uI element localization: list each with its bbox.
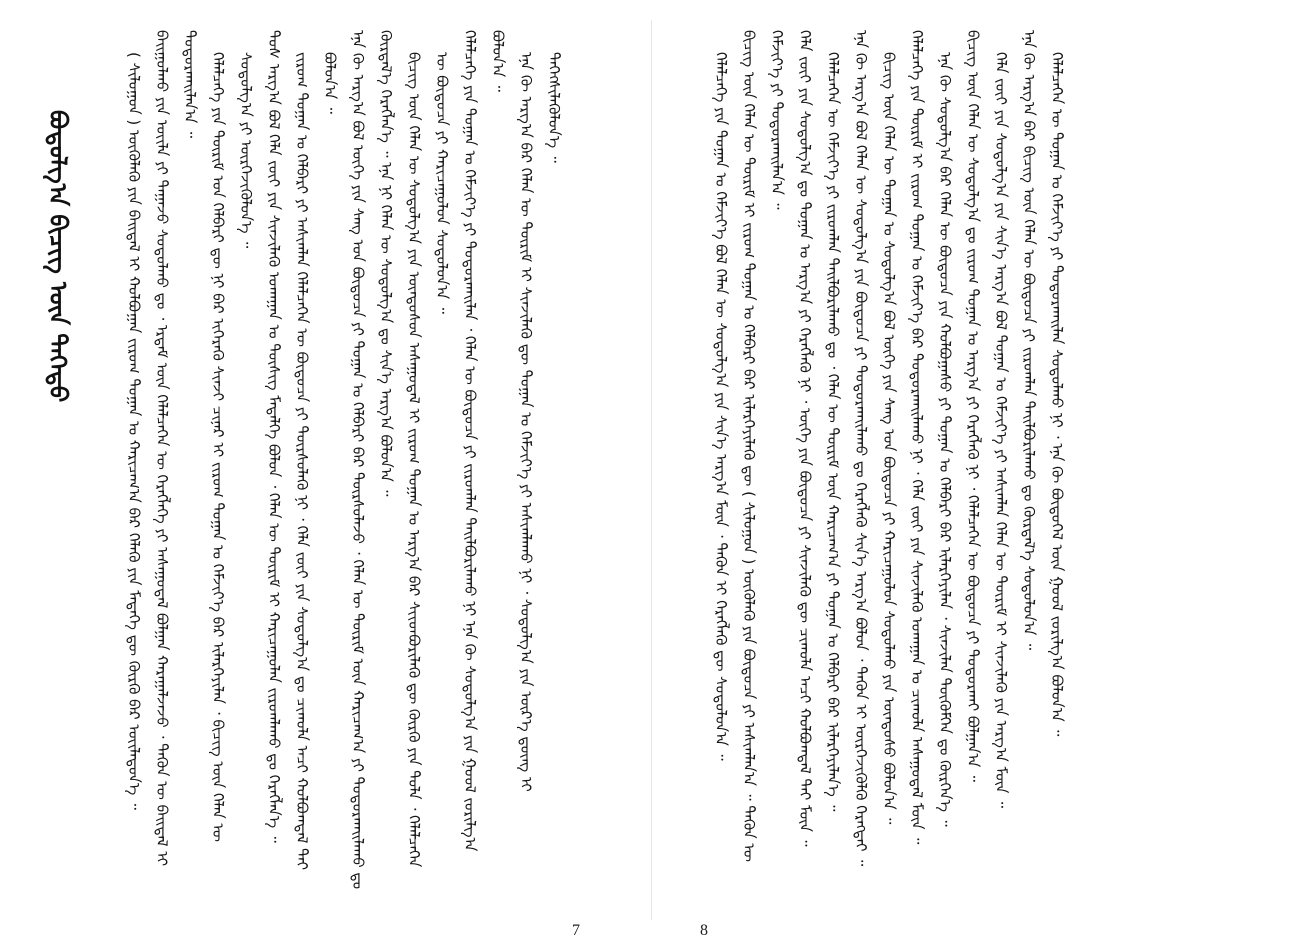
- page-number: 7: [572, 922, 580, 939]
- text-column: ᠬᠡᠯᠡᠯᠴᠡᠭᠡ ᠶᠢᠨ ᠲᠣᠭᠠᠨ ᠤ ᠬᠡᠮᠵᠢᠶ᠎ᠡ ᠪᠣᠯ ᠬᠡᠯᠡᠨ ᠦ ᠰᠤᠳᠤᠯᠭ᠎ᠠ ᠶᠢᠨ ᠰᠢᠨ᠎ᠡ ᠠᠷᠭ᠎ᠠ ᠮᠦᠨ ᠂ ᠲᠡᠭᠦᠨ ᠢ ᠬᠡᠷᠡᠭᠯᠡᠬᠦ ᠳᠦ ᠰᠤᠳᠤᠯᠤᠨ᠎ᠠ ᠃: [712, 52, 730, 761]
- text-column: ᠬᠡᠯᠡᠯᠴᠡᠭᠡᠨ ᠦ ᠬᠡᠮᠵᠢᠶ᠎ᠡ ᠶᠢ ᠵᠢᠷᠤᠭᠯᠠᠨ ᠲᠠᠢᠯᠪᠤᠷᠢᠯᠠᠬᠤ ᠳᠤ ᠂ ᠬᠡᠯᠡᠨ ᠦ ᠳᠦᠷᠢᠮ ᠦᠨ ᠬᠠᠷᠢᠴᠠᠭ᠎ᠠ ᠶᠢ ᠲᠣᠭᠠᠨ ᠤ ᠬᠡᠯᠪᠡᠷᠢ ᠪᠡᠷ ᠢᠯᠡᠷᠬᠡᠶᠢᠯᠡᠨ᠎ᠡ ᠃: [824, 52, 842, 812]
- text-column: ᠬᠡᠯᠡᠯᠴᠡᠭᠡᠨ ᠦ ᠲᠣᠭᠠᠨ ᠤ ᠬᠡᠮᠵᠢᠶ᠎ᠡ ᠶᠢ ᠲᠣᠳᠣᠷᠬᠠᠢᠯᠠᠨ ᠰᠣᠳᠤᠯᠬᠤ ᠨᠢ ᠂ ᠡᠨᠡ ᠬᠦ ᠪᠦᠲᠦᠭᠡᠯ ᠦᠨ ᠭᠣᠣᠯ ᠵᠣᠷᠢᠯᠭ᠎ᠠ ᠪᠣᠯᠤᠨ᠎ᠠ ᠃: [1048, 52, 1066, 737]
- left-page-body: [120, 30, 563, 890]
- text-column: ᠡᠨᠡ ᠬᠦ ᠠᠷᠭ᠎ᠠ ᠪᠡᠷ ᠬᠡᠯᠡᠨ ᠦ ᠳᠦᠷᠢᠮ ᠢ ᠰᠢᠨᠵᠢᠯᠡᠬᠦ ᠳᠦ ᠲᠣᠭᠠᠨ ᠤ ᠬᠡᠮᠵᠢᠶ᠎ᠡ ᠶᠢ ᠠᠰᠢᠭᠯᠠᠬᠤ ᠨᠢ ᠂ ᠰᠤᠳᠤᠯᠭ᠎ᠠ ᠶᠢᠨ ᠦᠷ᠎ᠡ ᠳ᠋ᠦᠩ ᠢ ᠳᠡᠭᠡᠭᠰᠢᠯᠡᠭᠦᠯᠦᠨ᠎ᠡ ᠃: [517, 52, 563, 792]
- text-column: ᠡᠨᠡ ᠬᠦ ᠰᠤᠳᠤᠯᠭ᠎ᠠ ᠪᠡᠷ ᠬᠡᠯᠡᠨ ᠦ ᠪᠦᠲᠦᠴᠡ ᠶᠢᠨ ᠬᠣᠯᠪᠣᠭᠠᠰᠤ ᠶᠢ ᠲᠣᠭᠠᠨ ᠤ ᠬᠡᠯᠪᠡᠷᠢ ᠪᠡᠷ ᠢᠯᠡᠷᠬᠡᠶᠢᠯᠡᠨ ᠂ ᠰᠢᠨᠵᠢᠯᠡᠨ ᠳᠦᠭᠦᠮᠬᠡᠨ ᠳᠤ ᠬᠦᠷᠭᠡᠨ᠎ᠡ ᠃: [936, 52, 954, 827]
- text-column: ᠪᠢᠴᠢᠭ ᠦᠨ ᠬᠡᠯᠡᠨ ᠦ ᠰᠤᠳᠤᠯᠭ᠎ᠠ ᠳᠤ ᠵᠢᠷᠤᠭ ᠲᠣᠭᠠᠨ ᠤ ᠠᠷᠭ᠎ᠠ ᠶᠢ ᠬᠡᠷᠡᠭᠯᠡᠬᠦ ᠨᠢ ᠂ ᠬᠡᠯᠡᠯᠴᠡᠭᠡᠨ ᠦ ᠪᠦᠲᠦᠴᠡ ᠶᠢ ᠲᠣᠳᠣᠷᠬᠠᠢ ᠪᠣᠯᠭᠠᠨ᠎ᠠ ᠃: [964, 30, 982, 782]
- text-column: ᠬᠡᠯᠡ ᠵᠦᠢ ᠶᠢᠨ ᠰᠤᠳᠤᠯᠭ᠎ᠠ ᠳᠤ ᠲᠣᠭᠠᠨ ᠤ ᠠᠷᠭ᠎ᠠ ᠶᠢ ᠬᠡᠷᠡᠭᠯᠡᠬᠦ ᠨᠢ ᠂ ᠦᠭᠡ ᠶᠢᠨ ᠪᠦᠲᠦᠴᠡ ᠶᠢ ᠰᠢᠨᠵᠢᠯᠡᠬᠦ ᠳᠦ ᠴᠢᠬᠤᠯᠠ ᠠᠴᠢ ᠬᠣᠯᠪᠣᠭᠳᠠᠯ ᠲᠠᠢ ᠮᠦᠨ ᠃: [796, 30, 814, 847]
- text-column: ᠬᠡᠯᠡᠯᠴᠡᠭᠡ ᠶᠢᠨ ᠳᠦᠷᠢᠮ ᠢ ᠵᠢᠷᠤᠭ ᠲᠣᠭᠠᠨ ᠤ ᠬᠡᠮᠵᠢᠶ᠎ᠡ ᠪᠡᠷ ᠲᠣᠳᠣᠷᠬᠠᠢᠯᠠᠬᠤ ᠨᠢ ᠂ ᠬᠡᠯᠡ ᠵᠦᠢ ᠶᠢᠨ ᠰᠢᠨᠵᠢᠯᠡᠬᠦ ᠤᠬᠠᠭᠠᠨ ᠤ ᠴᠢᠬᠤᠯᠠ ᠠᠰᠠᠭᠤᠳᠠᠯ ᠮᠦᠨ ᠃: [908, 30, 926, 845]
- text-column: ᠵᠢᠷᠤᠭ ᠲᠣᠭᠠᠨ ᠤ ᠬᠡᠯᠪᠡᠷᠢ ᠶᠢ ᠠᠰᠢᠭᠯᠠᠨ ᠬᠡᠯᠡᠯᠴᠡᠭᠡᠨ ᠦ ᠪᠦᠲᠦᠴᠡ ᠶᠢ ᠳᠦᠷᠰᠦᠯᠡᠬᠦ ᠨᠢ ᠂ ᠬᠡᠯᠡ ᠵᠦᠢ ᠶᠢᠨ ᠰᠤᠳᠤᠯᠭ᠎ᠠ ᠳᠤ ᠴᠢᠬᠤᠯᠠ ᠠᠴᠢ ᠬᠣᠯᠪᠣᠭᠳᠠᠯ ᠲᠠᠢ ᠪᠣᠯᠤᠨ᠎ᠠ ᠃: [293, 52, 339, 870]
- text-column: ᠡᠨᠡ ᠬᠦ ᠠᠷᠭ᠎ᠠ ᠪᠡᠷ ᠪᠢᠴᠢᠭ ᠦᠨ ᠬᠡᠯᠡᠨ ᠦ ᠪᠦᠲᠦᠴᠡ ᠶᠢ ᠵᠢᠷᠤᠭᠯᠠᠨ ᠲᠠᠢᠯᠪᠤᠷᠢᠯᠠᠬᠤ ᠳᠤ ᠬᠦᠷᠲᠡᠯ᠎ᠡ ᠰᠤᠳᠤᠯᠤᠨ᠎ᠠ ᠃: [1020, 30, 1038, 650]
- text-column: ᠡᠨᠡ ᠬᠦ ᠠᠷᠭ᠎ᠠ ᠪᠣᠯ ᠬᠡᠯᠡᠨ ᠦ ᠰᠤᠳᠤᠯᠭ᠎ᠠ ᠶᠢᠨ ᠪᠦᠲᠦᠴᠡ ᠶᠢ ᠲᠣᠳᠣᠷᠬᠠᠢᠯᠠᠬᠤ ᠳᠤ ᠬᠡᠷᠡᠭᠯᠡᠬᠦ ᠰᠢᠨ᠎ᠡ ᠠᠷᠭ᠎ᠠ ᠪᠣᠯᠤᠨ ᠂ ᠲᠡᠭᠦᠨ ᠢ ᠦᠷᠭᠡᠵᠢᠭᠦᠯᠬᠦ ᠬᠡᠷᠡᠭᠲᠡᠢ ᠃: [852, 30, 870, 867]
- text-column: ᠲᠤᠰ ᠠᠷᠭ᠎ᠠ ᠪᠣᠯ ᠬᠡᠯᠡ ᠵᠦᠢ ᠶᠢᠨ ᠰᠢᠨᠵᠢᠯᠡᠬᠦ ᠤᠬᠠᠭᠠᠨ ᠤ ᠲᠦᠰᠢᠭ ᠮᠡᠳᠡᠯᠭᠡ ᠪᠣᠯᠤᠨ ᠂ ᠬᠡᠯᠡᠨ ᠦ ᠳᠦᠷᠢᠮ ᠢ ᠬᠠᠷᠢᠴᠠᠭᠤᠯᠠᠨ ᠵᠢᠷᠤᠭᠯᠠᠬᠤ ᠳᠤ ᠬᠡᠷᠡᠭᠯᠡᠨ᠎ᠡ ᠃: [265, 30, 283, 843]
- text-column: ᠪᠢᠴᠢᠭ ᠦᠨ ᠬᠡᠯᠡᠨ ᠦ ᠲᠣᠭᠠᠨ ᠤ ᠰᠤᠳᠤᠯᠭ᠎ᠠ ᠪᠣᠯ ᠦᠭᠡ ᠶᠢᠨ ᠰᠠᠩ ᠤᠨ ᠪᠦᠲᠦᠴᠡ ᠶᠢ ᠬᠠᠷᠢᠴᠠᠭᠤᠯᠤᠨ ᠰᠣᠳᠤᠯᠬᠤ ᠶᠢᠨ ᠦᠨᠳᠦᠰᠦ ᠪᠣᠯᠤᠨ᠎ᠠ ᠃: [880, 52, 898, 825]
- text-column: ᠬᠡᠯᠡᠯᠴᠡᠭᠡ ᠶᠢᠨ ᠲᠣᠭᠠᠨ ᠤ ᠬᠡᠮᠵᠢᠶ᠎ᠡ ᠶᠢ ᠲᠣᠳᠣᠷᠬᠠᠢᠯᠠᠨ ᠂ ᠬᠡᠯᠡᠨ ᠦ ᠪᠦᠲᠦᠴᠡ ᠶᠢ ᠵᠢᠷᠤᠭᠯᠠᠨ ᠲᠠᠢᠯᠪᠤᠷᠢᠯᠠᠬᠤ ᠨᠢ ᠡᠨᠡ ᠬᠦ ᠰᠤᠳᠤᠯᠭ᠎ᠠ ᠶᠢᠨ ᠭᠣᠣᠯ ᠵᠣᠷᠢᠯᠭ᠎ᠠ ᠪᠣᠯᠤᠨ᠎ᠠ ᠃: [461, 30, 507, 852]
- text-column: ( ᠰᠢᠯᠤᠭᠤᠨ ) ᠦᠭᠦᠯᠡᠬᠦ ᠶᠢᠨ ᠪᠠᠢᠳᠠᠯ ᠢ ᠬᠣᠯᠪᠣᠭᠠᠨ ᠵᠢᠷᠤᠭ ᠲᠣᠭᠠᠨ ᠤ ᠬᠠᠷᠢᠴᠠᠭ᠎ᠠ ᠪᠠᠷ ᠬᠡᠯᠡᠬᠦ ᠶᠢᠨ ᠮᠡᠳᠡᠭᠡ ᠳᠦ ᠬᠦᠷᠬᠦ ᠪᠡᠷ ᠦᠢᠯᠡᠳᠦᠨ᠎ᠡ ᠃: [125, 52, 143, 810]
- text-column: ᠪᠢᠴᠢᠭ ᠦᠨ ᠬᠡᠯᠡᠨ ᠦ ᠰᠤᠳᠤᠯᠭ᠎ᠠ ᠶᠢᠨ ᠦᠨᠳᠦᠰᠦᠨ ᠠᠰᠠᠭᠤᠳᠠᠯ ᠢ ᠵᠢᠷᠤᠭ ᠲᠣᠭᠠᠨ ᠤ ᠠᠷᠭ᠎ᠠ ᠪᠡᠷ ᠰᠢᠢᠳᠪᠦᠷᠢᠯᠡᠬᠦ ᠳᠦ ᠬᠦᠷᠬᠦ ᠶᠢᠨ ᠲᠤᠯᠠ ᠂ ᠬᠡᠯᠡᠯᠴᠡᠭᠡᠨ ᠦ ᠪᠦᠲᠦᠴᠡ ᠶᠢ ᠬᠠᠷᠢᠴᠠᠭᠤᠯᠤᠨ ᠰᠣᠳᠤᠯᠤᠨ᠎ᠠ ᠃: [405, 52, 451, 868]
- chapter-heading: ᠪᠣᠳᠤᠯᠭ᠎ᠠ ᠪᠢᠴᠢᠭ ᠦᠨ ᠳᠡᠭᠡᠳᠦ: [44, 110, 72, 403]
- right-page: [652, 0, 1306, 950]
- text-column: ᠪᠢᠴᠢᠭ ᠦᠨ ᠬᠡᠯᠡᠨ ᠦ ᠳᠦᠷᠢᠮ ᠢ ᠵᠢᠷᠤᠭ ᠲᠣᠭᠠᠨ ᠤ ᠬᠡᠯᠪᠡᠷᠢ ᠪᠡᠷ ᠢᠯᠡᠷᠬᠡᠶᠢᠯᠡᠬᠦ ᠳᠦ ( ᠰᠢᠯᠤᠭᠤᠨ ) ᠦᠭᠦᠯᠡᠬᠦ ᠶᠢᠨ ᠪᠦᠲᠦᠴᠡ ᠶᠢ ᠠᠰᠢᠭᠯᠠᠨ᠎ᠠ ᠃ ᠲᠡᠭᠦᠨ ᠦ ᠬᠡᠮᠵᠢᠶ᠎ᠡ ᠶᠢ ᠲᠣᠳᠣᠷᠬᠠᠢᠯᠠᠨ᠎ᠠ ᠃: [740, 30, 786, 862]
- text-column: ᠬᠡᠯᠡ ᠵᠦᠢ ᠶᠢᠨ ᠰᠤᠳᠤᠯᠭ᠎ᠠ ᠶᠢᠨ ᠰᠢᠨ᠎ᠡ ᠠᠷᠭ᠎ᠠ ᠪᠣᠯ ᠲᠣᠭᠠᠨ ᠤ ᠬᠡᠮᠵᠢᠶ᠎ᠡ ᠶᠢ ᠠᠰᠢᠭᠯᠠᠨ ᠬᠡᠯᠡᠨ ᠦ ᠳᠦᠷᠢᠮ ᠢ ᠰᠢᠨᠵᠢᠯᠡᠬᠦ ᠶᠢᠨ ᠠᠷᠭ᠎ᠠ ᠮᠦᠨ ᠃: [992, 52, 1010, 809]
- text-column: ᠡᠨᠡ ᠬᠦ ᠠᠷᠭ᠎ᠠ ᠪᠣᠯ ᠦᠭᠡ ᠶᠢᠨ ᠰᠠᠩ ᠤᠨ ᠪᠦᠲᠦᠴᠡ ᠶᠢ ᠲᠣᠭᠠᠨ ᠤ ᠬᠡᠯᠪᠡᠷᠢ ᠪᠡᠷ ᠳᠦᠷᠰᠦᠯᠡᠵᠦ ᠂ ᠬᠡᠯᠡᠨ ᠦ ᠳᠦᠷᠢᠮ ᠦᠨ ᠬᠠᠷᠢᠴᠠᠭ᠎ᠠ ᠶᠢ ᠲᠣᠳᠣᠷᠬᠠᠢᠯᠠᠬᠤ ᠳᠤ ᠬᠦᠷᠲᠡᠯ᠎ᠡ ᠬᠡᠷᠡᠭᠯᠡᠨ᠎ᠡ ᠃ ᠡᠨᠡ ᠨᠢ ᠬᠡᠯᠡᠨ ᠦ ᠰᠤᠳᠤᠯᠭ᠎ᠠ ᠳᠤ ᠰᠢᠨ᠎ᠡ ᠠᠷᠭ᠎ᠠ ᠪᠣᠯᠤᠨ᠎ᠠ ᠃: [349, 30, 395, 890]
- text-column: ᠪᠠᠢᠭᠤᠯᠬᠤ ᠶᠢᠨ ᠦᠢᠯᠡ ᠶᠢ ᠳᠠᠭᠠᠵᠤ ᠰᠣᠳᠤᠯᠬᠤ ᠳᠤ ᠂ ᠡᠷᠳᠡᠮ ᠦᠨ ᠬᠡᠯᠡᠯᠴᠡᠭᠡᠨ ᠦ ᠬᠡᠷᠡᠭᠯᠡᠭᠡ ᠶᠢ ᠠᠰᠠᠭᠤᠳᠠᠯ ᠪᠣᠯᠭᠠᠨ ᠬᠠᠷᠠᠭᠠᠯᠵᠠᠵᠤ ᠂ ᠲᠡᠭᠦᠨ ᠦ ᠪᠠᠢᠳᠠᠯ ᠢ ᠲᠣᠳᠣᠷᠬᠠᠢᠯᠠᠨ᠎ᠠ ᠃: [153, 30, 199, 867]
- text-column: ᠬᠡᠯᠡᠯᠴᠡᠭᠡ ᠶᠢᠨ ᠳᠦᠷᠢᠮ ᠤᠨ ᠬᠡᠯᠪᠡᠷᠢ ᠳᠦ ᠨᠢ ᠪᠠᠷ ᠢᠭᠡᠷᠡᠭᠦ ᠰᠢᠨᠵᠢ ᠴᠢᠨᠠᠷ ᠢ ᠵᠢᠷᠤᠭ ᠲᠣᠭᠠᠨ ᠤ ᠬᠡᠮᠵᠢᠶ᠎ᠡ ᠪᠡᠷ ᠢᠯᠡᠷᠭᠡᠶᠢᠯᠡᠨ ᠂ ᠪᠢᠴᠢᠭ ᠦᠨ ᠬᠡᠯᠡᠨ ᠦ ᠰᠤᠳᠤᠯᠭ᠎ᠠ ᠶᠢ ᠦᠷᠭᠡᠵᠢᠭᠦᠯᠦᠨ᠎ᠡ ᠃: [209, 52, 255, 842]
- left-page: [0, 0, 652, 950]
- right-page-body: [707, 30, 1267, 890]
- page-number: 8: [700, 922, 708, 939]
